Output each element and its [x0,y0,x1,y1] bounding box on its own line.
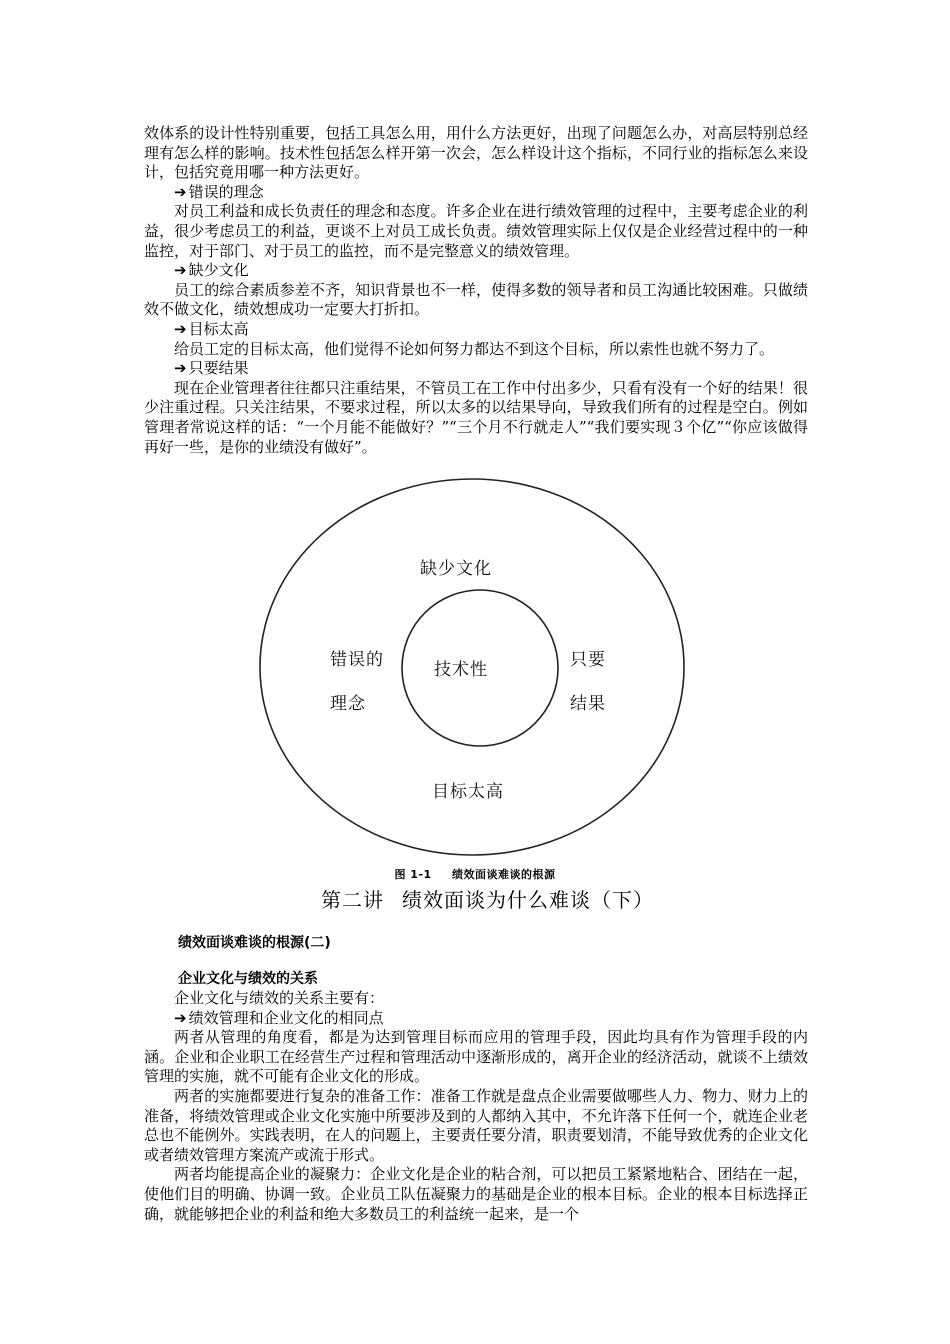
arrow-right-icon: ➔ [174,261,187,280]
paragraph: 现在企业管理者往往都只注重结果，不管员工在工作中付出多少，只看有没有一个好的结果！很少注重过程。只关注结果，不要求过程，所以太多的以结果导向，导致我们所有的过程是空白。例如管理者常说这样的话：“一个月能不能做好？”“三个月不行就走人”“我们要实现３个亿”“你应该做得再好一些，是你的业绩没有做好”。 [144,378,808,456]
bullet-label: 错误的理念 [188,182,264,201]
caption-number: 图 1-1 [394,868,432,881]
bullet-item [144,1009,808,1029]
bullet-label: 绩效管理和企业文化的相同点 [188,1008,384,1027]
section-heading: 企业文化与绩效的关系 [178,971,318,987]
bullet-label: 目标太高 [188,319,249,338]
paragraph: 对员工利益和成长负责任的理念和态度。许多企业在进行绩效管理的过程中，主要考虑企业的利益，很少考虑员工的利益，更谈不上对员工成长负责。绩效管理实际上仅仅是企业经营过程中的一种监控，对于部门、对于员工的监控，而不是完整意义的绩效管理。 [144,202,808,260]
lecture-name: 绩效面谈为什么难谈（下） [402,888,654,912]
caption-title: 绩效面谈难谈的根源 [452,868,556,881]
bullet-item [144,183,808,203]
paragraph: 企业文化与绩效的关系主要有： [174,989,385,1007]
paragraph: 给员工定的目标太高，他们觉得不论如何努力都达不到这个目标，所以索性也就不努力了。 [174,339,775,358]
lecture-title [0,884,950,913]
lecture-number: 第二讲 [321,888,384,912]
paragraph: 两者均能提高企业的凝聚力：企业文化是企业的粘合剂，可以把员工紧紧地粘合、团结在一起，使他们目的明确、协调一致。企业员工队伍凝聚力的基础是企业的根本目标。企业的根本目标选择正确，就能够把企业的利益和绝大多数员工的利益统一起来，是一个 [144,1165,808,1223]
bullet-item [144,261,808,281]
paragraph: 员工的综合素质参差不齐，知识背景也不一样，使得多数的领导者和员工沟通比较困难。只做绩效不做文化，绩效想成功一定要大打折扣。 [144,280,808,319]
root-cause-diagram [258,477,686,867]
label-results-only-1: 只要 [570,650,606,670]
label-wrong-concept-1: 错误的 [330,650,384,670]
figure-caption [0,866,950,882]
arrow-right-icon: ➔ [174,182,187,201]
label-wrong-concept-2: 理念 [330,694,366,714]
arrow-right-icon: ➔ [174,1008,187,1027]
label-lack-culture: 缺少文化 [420,559,492,579]
bullet-label: 只要结果 [188,359,249,378]
label-target-too-high: 目标太高 [432,782,504,802]
bullet-label: 缺少文化 [188,261,249,280]
paragraph: 两者从管理的角度看，都是为达到管理目标而应用的管理手段，因此均具有作为管理手段的内涵。企业和企业职工在经营生产过程和管理活动中逐渐形成的，离开企业的经济活动，就谈不上绩效管理的实施，就不可能有企业文化的形成。 [144,1028,808,1086]
top-text-block [144,124,808,457]
paragraph: 效体系的设计性特别重要，包括工具怎么用，用什么方法更好，出现了问题怎么办，对高层特别总经理有怎么样的影响。技术性包括怎么样开第一次会，怎么样设计这个指标，不同行业的指标怎么来设计，包括究竟用哪一种方法更好。 [144,124,808,182]
paragraph: 两者的实施都要进行复杂的准备工作：准备工作就是盘点企业需要做哪些人力、物力、财力上的准备，将绩效管理或企业文化实施中所要涉及到的人都纳入其中，不允许落下任何一个，就连企业老总也不能例外。实践表明，在人的问题上，主要责任要分清，职责要划清，不能导致优秀的企业文化或者绩效管理方案流产或流于形式。 [144,1086,808,1164]
bullet-item [144,359,808,379]
bottom-text-block [144,989,808,1224]
arrow-right-icon: ➔ [174,359,187,378]
bullet-item [144,320,808,340]
label-technical: 技术性 [434,660,488,680]
label-results-only-2: 结果 [570,694,606,714]
arrow-right-icon: ➔ [174,319,187,338]
section-heading: 绩效面谈难谈的根源(二) [178,935,331,951]
